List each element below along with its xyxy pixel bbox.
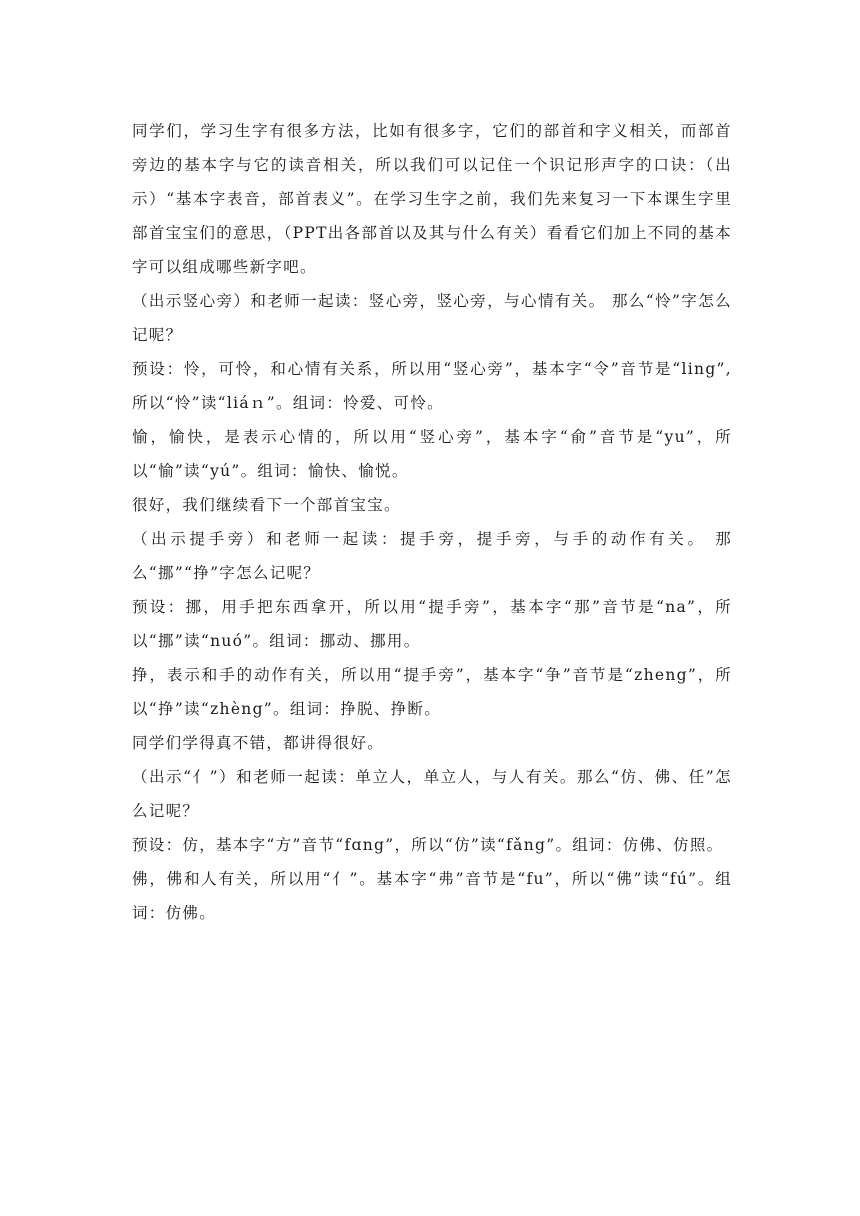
paragraph-transition-2: 同学们学得真不错，都讲得很好。 bbox=[132, 734, 385, 752]
paragraph-nuo-preset: 预设：挪，用手把东西拿开，所以用“提手旁”，基本字“那”音节是“na”，所以“挪”读“nuó”。组词：挪动、挪用。 bbox=[132, 598, 732, 650]
paragraph-danliren-intro: （出示“亻”）和老师一起读：单立人，单立人，与人有关。那么“仿、佛、任”怎么记呢？ bbox=[132, 768, 732, 820]
paragraph-yu: 愉，愉快，是表示心情的，所以用“竖心旁”，基本字“俞”音节是“yu”，所以“愉”读“yú”。组词：愉快、愉悦。 bbox=[132, 428, 732, 480]
paragraph-transition-1: 很好，我们继续看下一个部首宝宝。 bbox=[132, 496, 401, 514]
paragraph-fu: 佛，佛和人有关，所以用“亻”。基本字“弗”音节是“fu”，所以“佛”读“fú”。组词：仿佛。 bbox=[132, 870, 732, 922]
paragraph-lian-preset: 预设：怜，可怜，和心情有关系，所以用“竖心旁”，基本字“令”音节是“ling”,所以“怜”读“liáｎ”。组词：怜爱、可怜。 bbox=[132, 360, 732, 412]
paragraph-tishou-intro: （出示提手旁）和老师一起读：提手旁，提手旁，与手的动作有关。 那么“挪”“挣”字怎么记呢？ bbox=[132, 530, 732, 582]
paragraph-zheng: 挣，表示和手的动作有关，所以用“提手旁”，基本字“争”音节是“zheng”，所以“挣”读“zhèng”。组词：挣脱、挣断。 bbox=[132, 666, 732, 718]
paragraph-fang-preset: 预设：仿，基本字“方”音节“fɑng”，所以“仿”读“fǎng”。组词：仿佛、仿照。 bbox=[132, 836, 724, 854]
paragraph-shuxin-intro: （出示竖心旁）和老师一起读：竖心旁，竖心旁，与心情有关。 那么“怜”字怎么记呢？ bbox=[132, 292, 732, 344]
paragraph-intro: 同学们，学习生字有很多方法，比如有很多字，它们的部首和字义相关，而部首旁边的基本字与它的读音相关，所以我们可以记住一个识记形声字的口诀：（出示）“基本字表音，部首表义”。在学习生字之前，我们先来复习一下本课生字里部首宝宝们的意思，（PPT出各部首以及其与什么有关）看看它们加上不同的基本字可以组成哪些新字吧。 bbox=[132, 122, 732, 276]
document-body bbox=[132, 114, 732, 930]
